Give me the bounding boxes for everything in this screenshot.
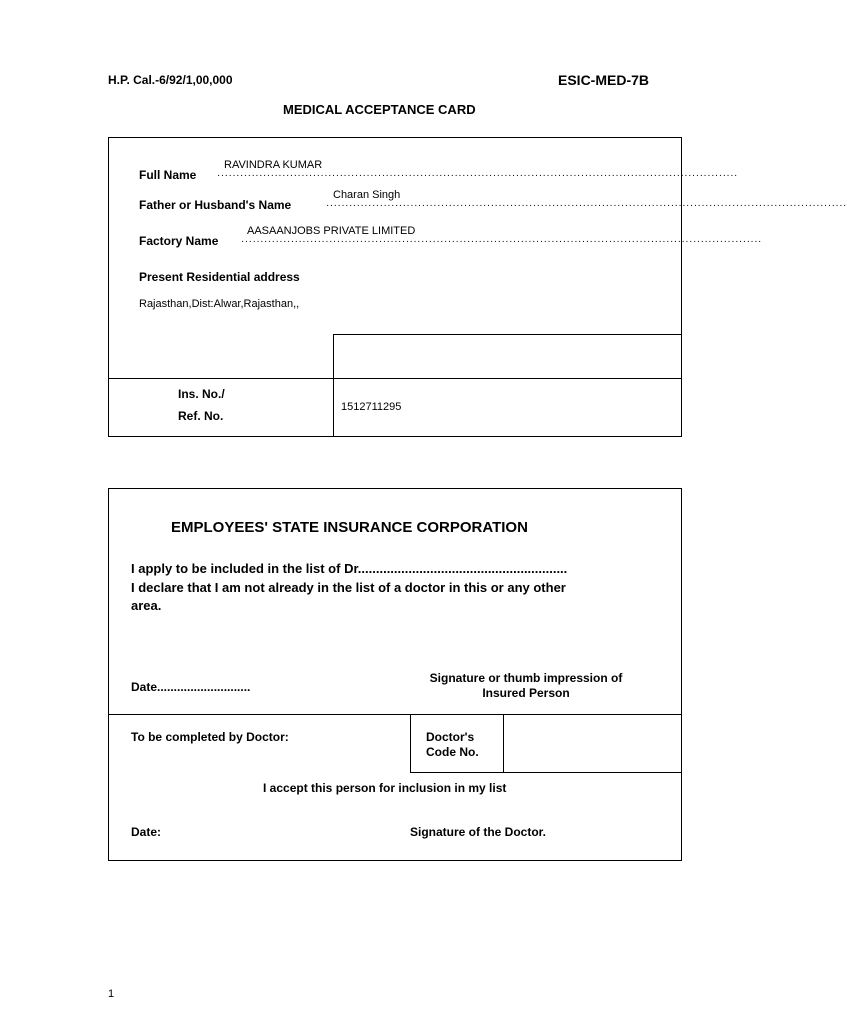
father-name-label: Father or Husband's Name — [139, 198, 292, 212]
insured-signature-label-1: Signature or thumb impression of — [429, 671, 623, 685]
ins-no-value: 1512711295 — [341, 401, 402, 413]
esic-title: EMPLOYEES' STATE INSURANCE CORPORATION — [171, 519, 528, 536]
ref-no-label: Ref. No. — [178, 409, 224, 423]
form-code-right: ESIC-MED-7B — [558, 72, 650, 88]
doctor-section-divider — [108, 714, 682, 715]
doctor-code-label-1: Doctor's — [426, 730, 475, 744]
date-field: Date............................ — [131, 680, 251, 694]
doctor-date-label: Date: — [131, 825, 162, 839]
declare-line: I declare that I am not already in the list of a doctor in this or any other — [131, 580, 566, 595]
factory-name-dotted-line: ········································································································································ — [241, 236, 762, 247]
page-number: 1 — [108, 988, 115, 1000]
accept-text: I accept this person for inclusion in my list — [263, 781, 507, 795]
card-divider-top-right — [333, 334, 682, 335]
full-name-value: RAVINDRA KUMAR — [224, 159, 323, 171]
factory-name-value: AASAANJOBS PRIVATE LIMITED — [247, 225, 416, 237]
doctor-code-divider-left — [410, 714, 411, 773]
form-code-left: H.P. Cal.-6/92/1,00,000 — [108, 73, 233, 87]
ins-no-label: Ins. No./ — [178, 387, 225, 401]
apply-line: I apply to be included in the list of Dr.......................................................... — [131, 561, 568, 576]
doctor-code-label-2: Code No. — [426, 745, 479, 759]
doctor-complete-label: To be completed by Doctor: — [131, 730, 289, 744]
declare-line-end: area. — [131, 598, 162, 613]
doctor-signature-label: Signature of the Doctor. — [410, 825, 547, 839]
doctor-code-divider-bottom — [410, 772, 682, 773]
address-value: Rajasthan,Dist:Alwar,Rajasthan,, — [139, 298, 300, 310]
full-name-label: Full Name — [139, 168, 197, 182]
page-title: MEDICAL ACCEPTANCE CARD — [283, 102, 476, 117]
father-name-dotted-line: ········································································································································ — [326, 200, 847, 211]
card-divider-vertical — [333, 334, 334, 437]
full-name-dotted-line: ········································································································································ — [217, 170, 738, 181]
father-name-value: Charan Singh — [333, 189, 401, 201]
address-label: Present Residential address — [139, 270, 300, 284]
insured-signature-label-2: Insured Person — [482, 686, 570, 700]
card-divider-horizontal — [108, 378, 682, 379]
factory-name-label: Factory Name — [139, 234, 219, 248]
doctor-code-divider-right — [503, 714, 504, 773]
